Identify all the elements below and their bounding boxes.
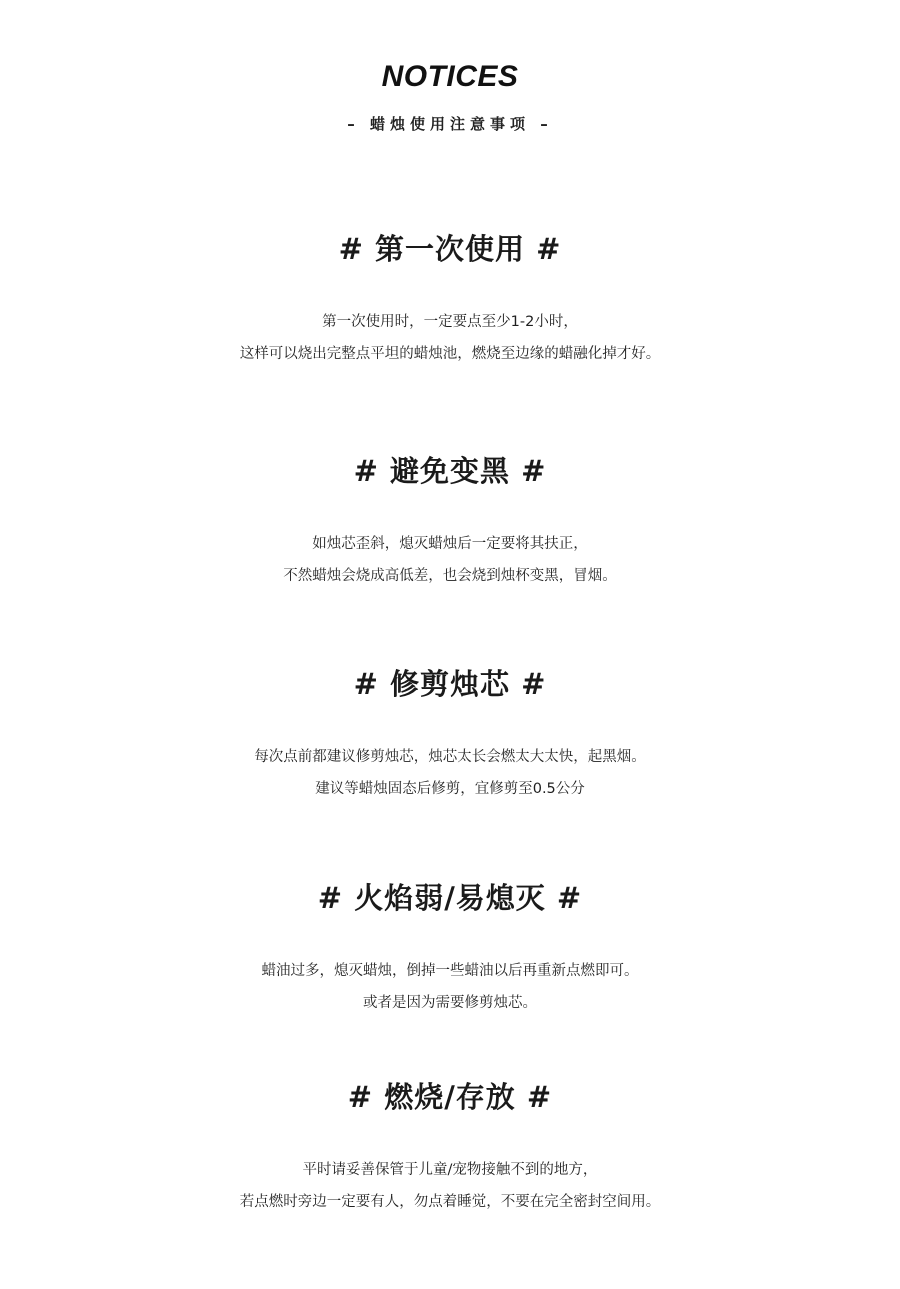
section-heading: # 避免变黑 # — [353, 454, 547, 488]
page-subtitle: – 蜡烛使用注意事项 – — [347, 115, 553, 133]
section-text-line: 这样可以烧出完整点平坦的蜡烛池，燃烧至边缘的蜡融化掉才好。 — [239, 346, 661, 362]
section-heading: # 火焰弱/易熄灭 # — [317, 881, 583, 915]
section-body — [0, 1154, 900, 1218]
section-text-line: 蜡油过多，熄灭蜡烛，倒掉一些蜡油以后再重新点燃即可。 — [261, 963, 639, 979]
section-text-line: 每次点前都建议修剪烛芯，烛芯太长会燃太大太快，起黑烟。 — [254, 749, 646, 765]
section-heading: # 修剪烛芯 # — [353, 667, 547, 701]
section-first-use — [0, 231, 900, 370]
section-heading: # 第一次使用 # — [338, 232, 562, 266]
section-burning-storage — [0, 1079, 900, 1218]
section-text-line: 建议等蜡烛固态后修剪，宜修剪至0.5公分 — [315, 781, 585, 797]
section-body — [0, 306, 900, 370]
section-body — [0, 741, 900, 805]
section-trim-wick — [0, 666, 900, 805]
section-text-line: 不然蜡烛会烧成高低差，也会烧到烛杯变黑，冒烟。 — [283, 568, 617, 584]
section-text-line: 或者是因为需要修剪烛芯。 — [363, 995, 537, 1011]
section-heading: # 燃烧/存放 # — [347, 1080, 553, 1114]
page-title: NOTICES — [381, 60, 519, 93]
section-text-line: 平时请妥善保管于儿童/宠物接触不到的地方， — [302, 1162, 598, 1178]
section-avoid-blackening — [0, 453, 900, 592]
section-weak-flame — [0, 880, 900, 1019]
section-text-line: 第一次使用时，一定要点至少1-2小时， — [322, 314, 578, 330]
section-body — [0, 955, 900, 1019]
section-body — [0, 528, 900, 592]
section-text-line: 如烛芯歪斜，熄灭蜡烛后一定要将其扶正， — [312, 536, 588, 552]
section-text-line: 若点燃时旁边一定要有人，勿点着睡觉，不要在完全密封空间用。 — [239, 1194, 661, 1210]
